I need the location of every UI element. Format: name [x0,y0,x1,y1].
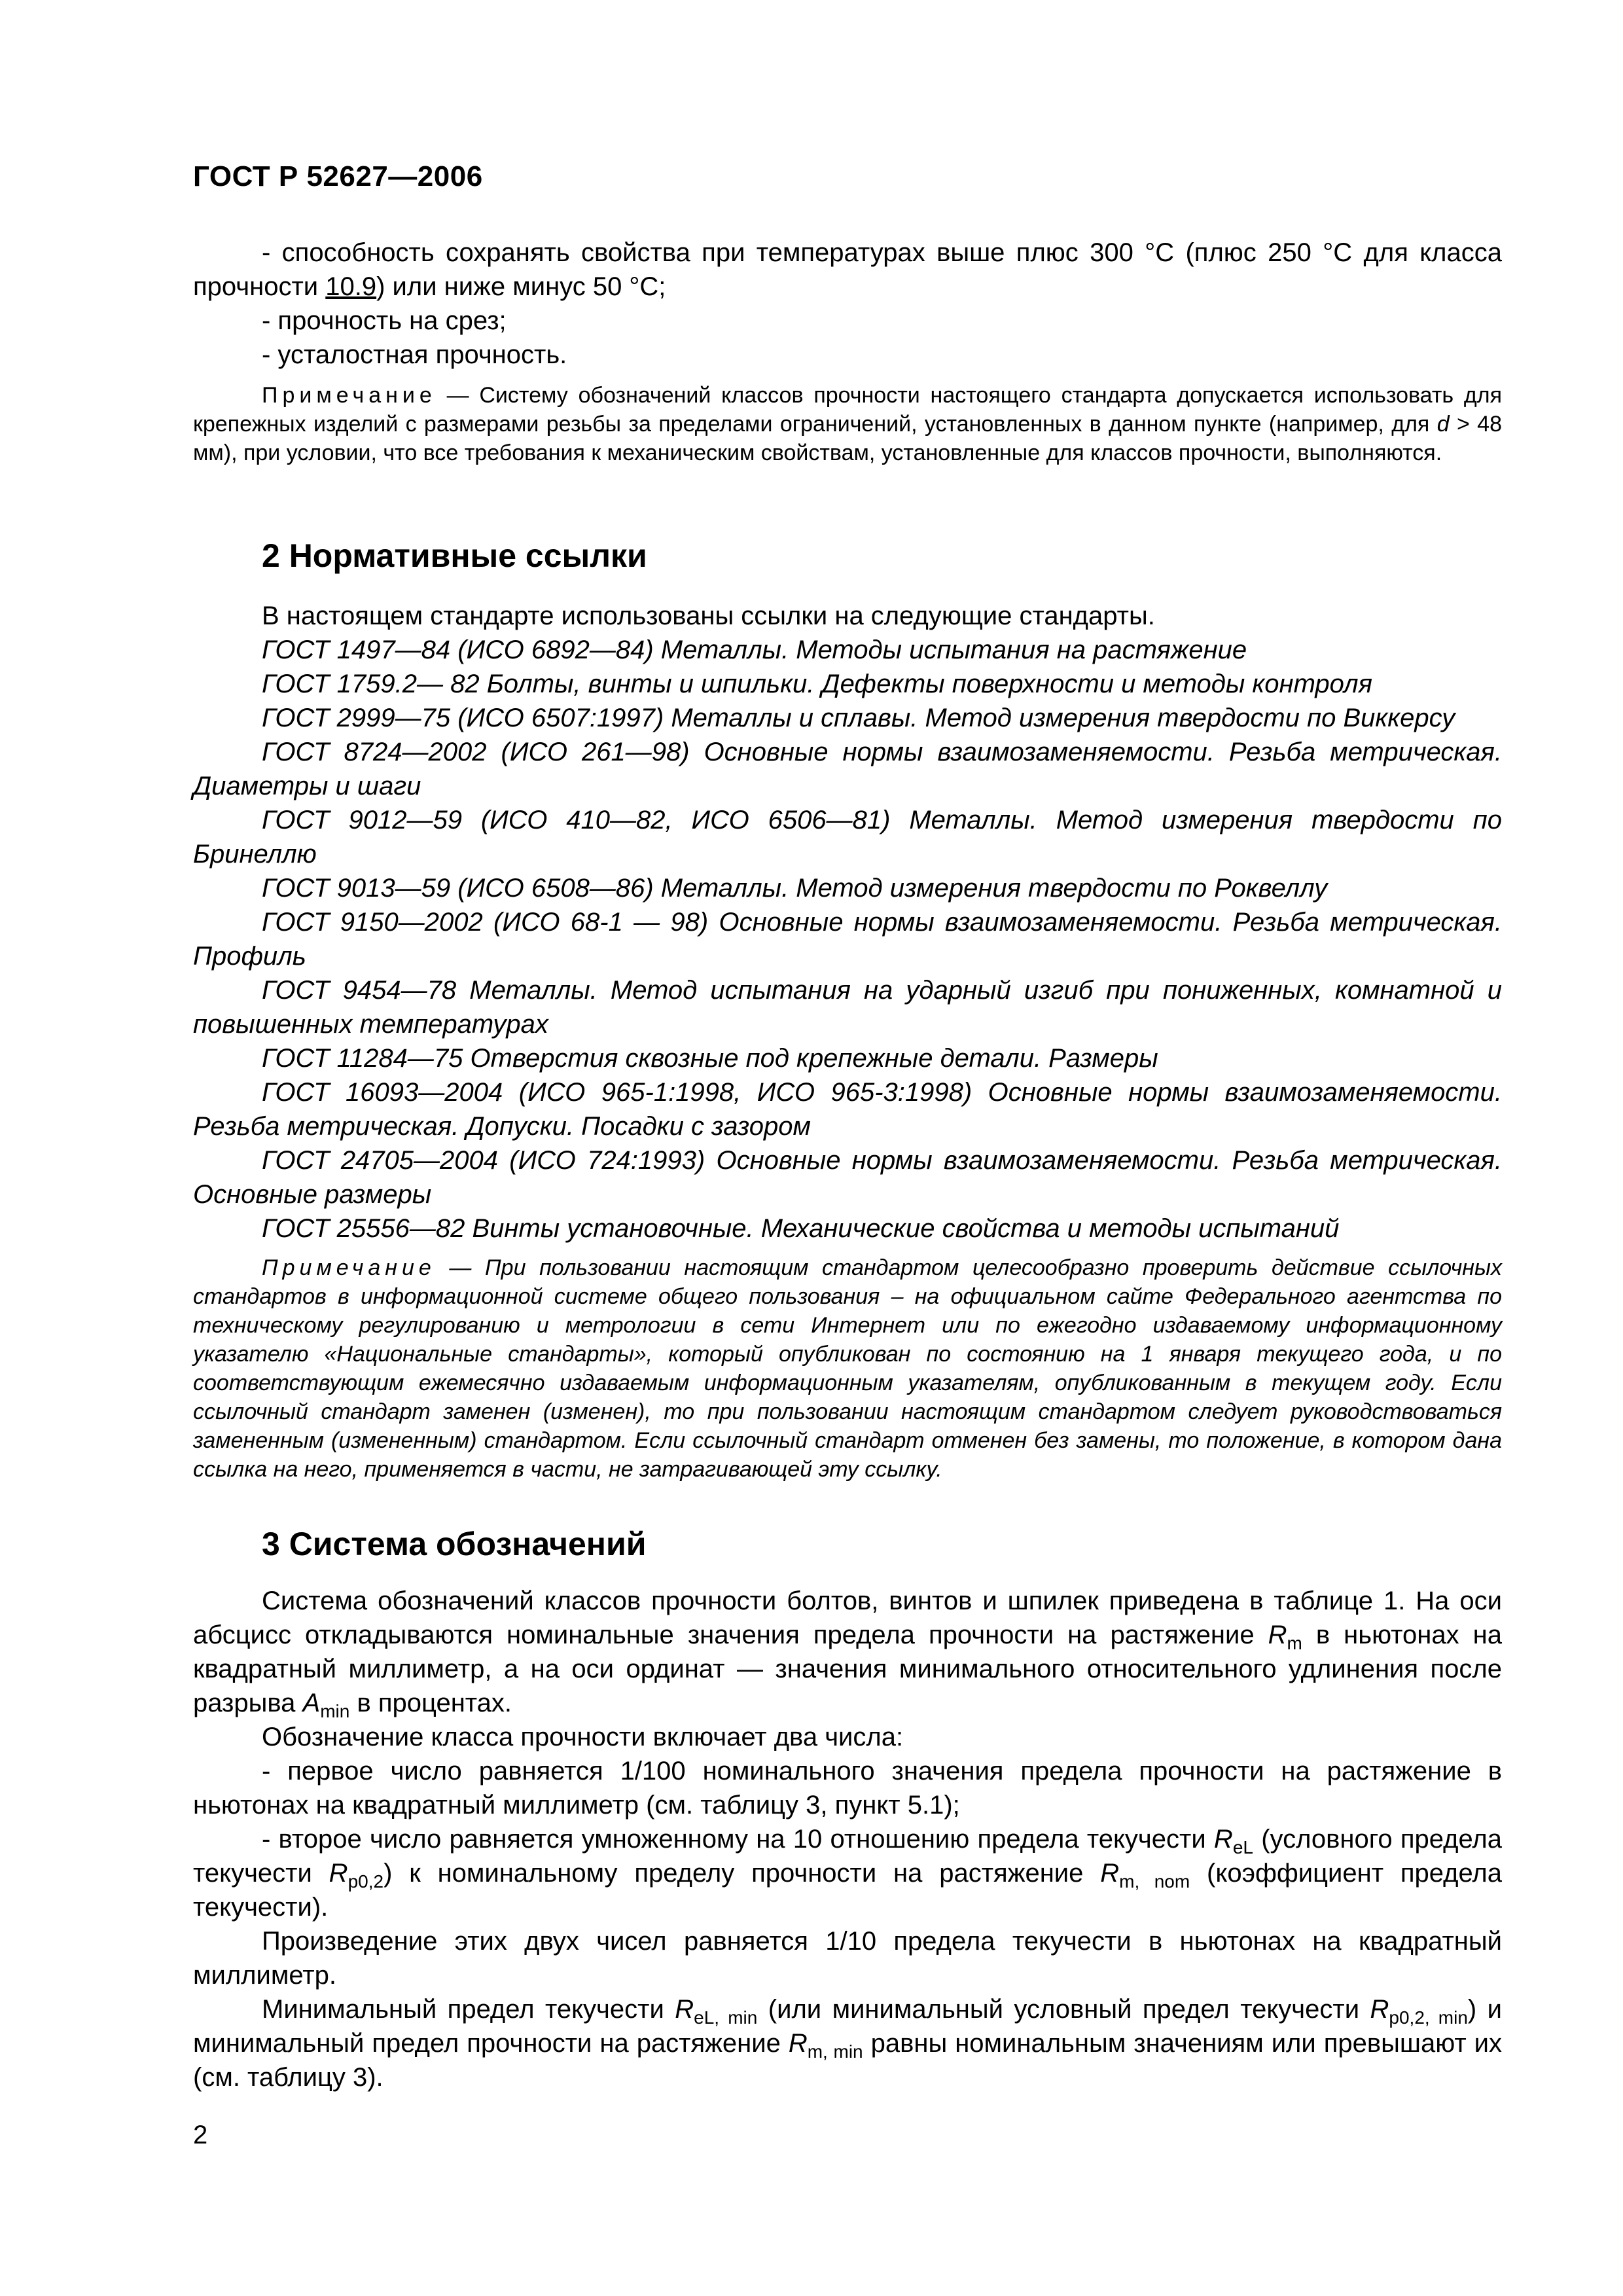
section-3-title: 3 Система обозначений [262,1526,647,1562]
reference-item: ГОСТ 1759.2— 82 Болты, винты и шпильки. Дефекты поверхности и методы контроля [262,670,1372,698]
paragraph: Система обозначений классов прочности болтов, винтов и шпилек приведена в таблице 1. На оси абсцисс откладываются номинальные значения предела прочности на растяжение $R_m$ в ньютонах на квадратный миллиметр, а на оси ординат — значения минимального относительного удлинения после разрыва $A_{min}$ в процентах. [193,1587,1502,1721]
reference-item: ГОСТ 11284—75 Отверстия сквозные под крепежные детали. Размеры [262,1044,1158,1073]
reference-item: ГОСТ 9012—59 (ИСО 410—82, ИСО 6506—81) Металлы. Метод измерения твердости по Бринеллю [193,806,1502,869]
section-2-body [193,599,1502,1484]
class-link[interactable]: 10.9 [325,272,377,301]
reference-item: ГОСТ 2999—75 (ИСО 6507:1997) Металлы и сплавы. Метод измерения твердости по Виккерсу [262,704,1455,732]
note-label: Примечание [262,383,437,408]
paragraph: Минимальный предел текучести $R_{eL, min}$ (или минимальный условный предел текучести $R_{p0,2, min}$) и минимальный предел прочности на растяжение $R_{m, min}$ равны номинальным значениям или превышают их (см. таблицу 3). [193,1995,1503,2092]
list-item: - усталостная прочность. [262,340,567,369]
document-header: ГОСТ Р 52627—2006 [193,160,483,192]
section-2-title: 2 Нормативные ссылки [262,537,647,574]
note-label: Примечание [262,1255,436,1280]
list-item: - прочность на срез; [262,306,507,335]
intro-block [193,236,1502,467]
reference-item: ГОСТ 8724—2002 (ИСО 261—98) Основные нормы взаимозаменяемости. Резьба метрическая. Диаметры и шаги [193,738,1502,800]
list-item: - второе число равняется умноженному на 10 отношению предела текучести $R_{eL}$ (условного предела текучести $R_{p0,2}$) к номинальному пределу прочности на растяжение $R_{m, nom}$ (коэффициент предела текучести). [193,1825,1503,1922]
reference-item: ГОСТ 1497—84 (ИСО 6892—84) Металлы. Методы испытания на растяжение [262,636,1247,664]
reference-item: ГОСТ 9150—2002 (ИСО 68-1 — 98) Основные нормы взаимозаменяемости. Резьба метрическая. Профиль [193,908,1502,971]
reference-item: ГОСТ 16093—2004 (ИСО 965-1:1998, ИСО 965-3:1998) Основные нормы взаимозаменяемости. Резьба метрическая. Допуски. Посадки с зазором [193,1078,1502,1141]
section-3-body [193,1584,1502,2094]
note: Примечание — При пользовании настоящим стандартом целесообразно проверить действие ссылочных стандартов в информационной системе общего пользования – на официальном сайте Федерального агентства по техническому регулированию и метрологии в сети Интернет или по ежегодно издаваемому информационному указателю «Национальные стандарты», который опубликован по состоянию на 1 января текущего года, и по соответствующим ежемесячно издаваемым информационным указателям, опубликованным в текущем году. Если ссылочный стандарт заменен (изменен), то при пользовании настоящим стандартом следует руководствоваться замененным (измененным) стандартом. Если ссылочный стандарт отменен без замены, то положение, в котором дана ссылка на него, применяется в части, не затрагивающей эту ссылку. [193,1255,1502,1482]
list-item: - первое число равняется 1/100 номинального значения предела прочности на растяжение в ньютонах на квадратный миллиметр (см. таблицу 3, пункт 5.1); [193,1757,1502,1820]
reference-item: ГОСТ 24705—2004 (ИСО 724:1993) Основные нормы взаимозаменяемости. Резьба метрическая. Основные размеры [193,1146,1502,1209]
reference-item: ГОСТ 25556—82 Винты установочные. Механические свойства и методы испытаний [262,1214,1340,1243]
page-number: 2 [193,2121,208,2149]
reference-item: ГОСТ 9454—78 Металлы. Метод испытания на ударный изгиб при пониженных, комнатной и повышенных температурах [193,976,1502,1039]
paragraph: Произведение этих двух чисел равняется 1/10 предела текучести в ньютонах на квадратный миллиметр. [193,1927,1502,1990]
list-item: - способность сохранять свойства при температурах выше плюс 300 °С (плюс 250 °С для класса прочности 10.9) или ниже минус 50 °С; [193,238,1502,301]
note: Примечание — Систему обозначений классов прочности настоящего стандарта допускается использовать для крепежных изделий с размерами резьбы за пределами ограничений, установленных в данном пункте (например, для d > 48 мм), при условии, что все требования к механическим свойствам, установленные для классов прочности, выполняются. [193,383,1502,465]
paragraph: Обозначение класса прочности включает два числа: [262,1723,904,1751]
section-2-lead: В настоящем стандарте использованы ссылки на следующие стандарты. [262,601,1155,630]
reference-item: ГОСТ 9013—59 (ИСО 6508—86) Металлы. Метод измерения твердости по Роквеллу [262,874,1328,903]
